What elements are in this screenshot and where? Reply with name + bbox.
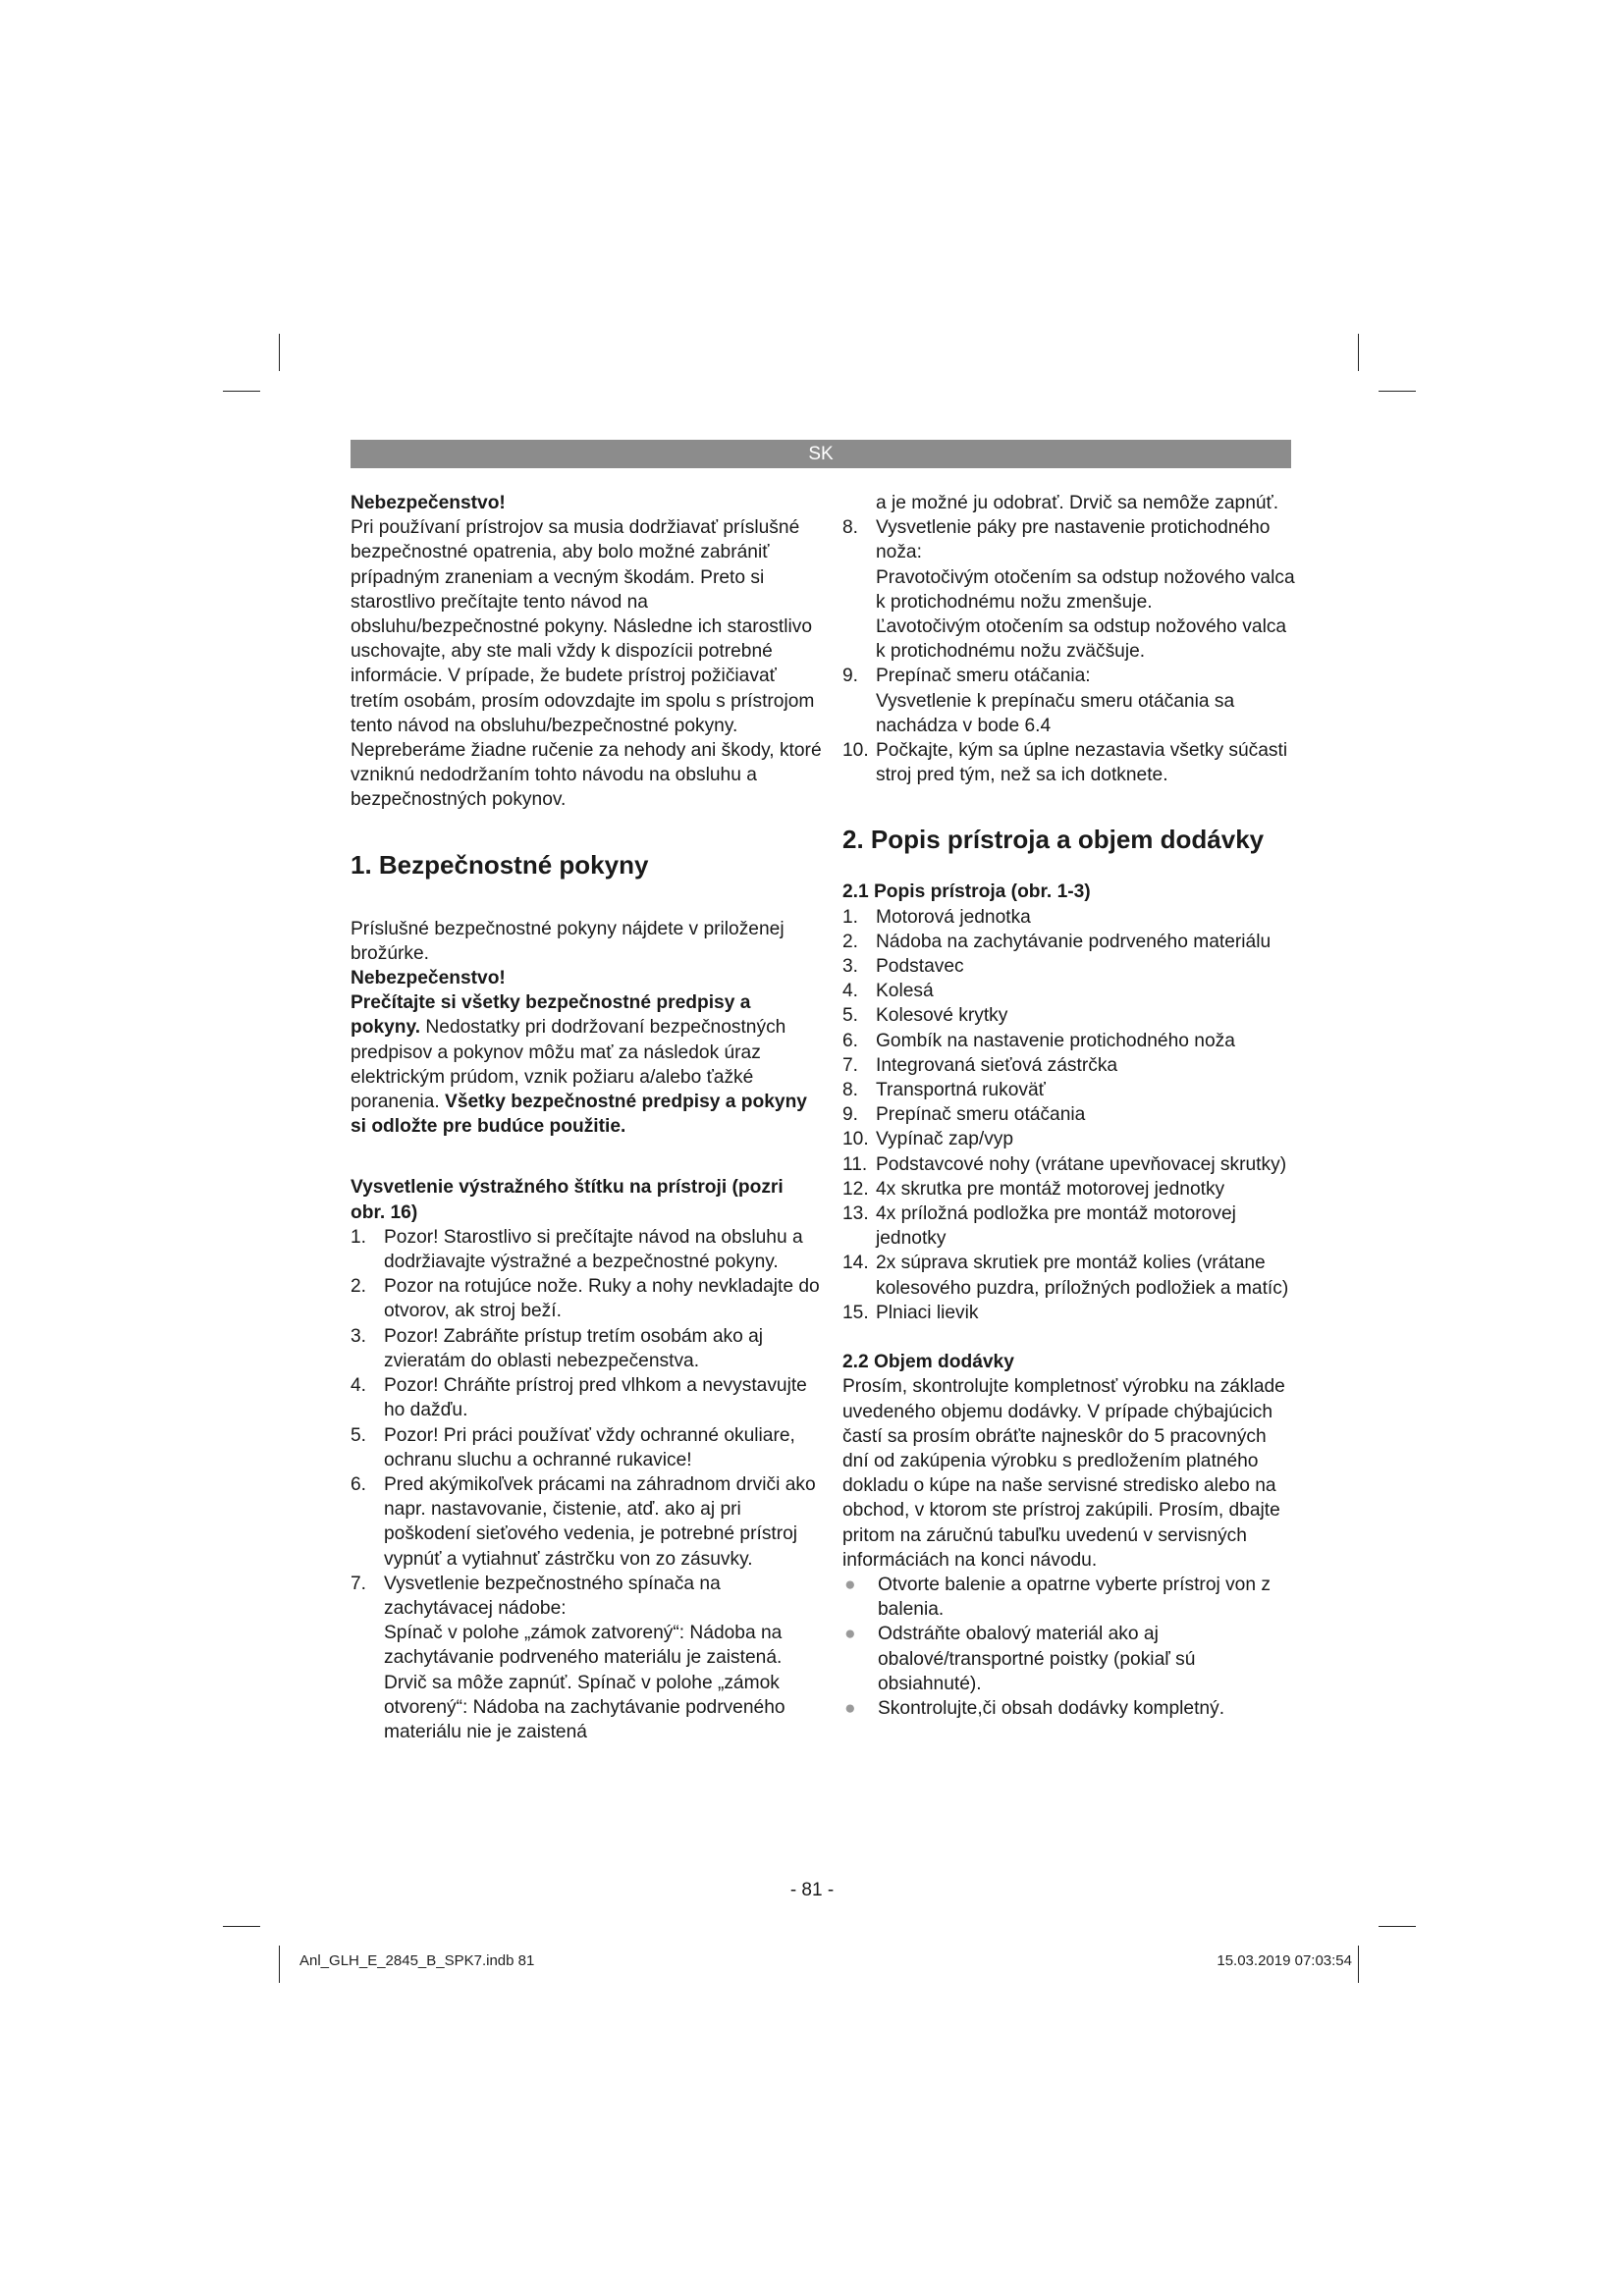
- list-item: 11. Podstavcové nohy (vrátane upevňovacej skrutky): [842, 1153, 1287, 1175]
- section-1-normal: Nedostatky pri dodržovaní bezpečnostných predpisov a pokynov môžu mať za následok úraz elektrickým prúdom, vznik požiaru a/alebo ťažké poranenia.: [351, 1017, 786, 1113]
- section-1-bold-lead: Prečítajte si všetky bezpečnostné predpisy a pokyny.: [351, 992, 751, 1039]
- parts-list: [842, 905, 1296, 1325]
- crop-mark: [279, 334, 280, 371]
- crop-mark: [1358, 1946, 1359, 1983]
- list-item: 9. Prepínač smeru otáčania: Vysvetlenie k prepínaču smeru otáčania sa nachádza v bode 6.4: [842, 666, 1235, 736]
- crop-mark: [223, 1926, 260, 1927]
- list-item: 3. Pozor! Zabráňte prístup tretím osobám ako aj zvieratám do oblasti nebezpečenstva.: [351, 1325, 764, 1371]
- list-item: 4. Pozor! Chráňte prístroj pred vlhkom a nevystavujte ho dažďu.: [351, 1375, 807, 1421]
- list-item: 6. Pred akýmikoľvek prácami na záhradnom drviči ako napr. nastavovanie, čistenie, atď. ako aj pri poškodení sieťového vedenia, je potrebné prístroj vypnúť a vytiahnuť zástrčku von zo zásuvky.: [351, 1473, 816, 1570]
- list-item: 9. Prepínač smeru otáčania: [842, 1104, 1086, 1126]
- subsection-2-1-title: 2.1 Popis prístroja (obr. 1-3): [842, 881, 1091, 903]
- list-item: 6. Gombík na nastavenie protichodného noža: [842, 1030, 1235, 1051]
- bullet-icon: ●: [844, 1624, 856, 1645]
- list-item: 10. Vypínač zap/vyp: [842, 1129, 1014, 1150]
- list-item: 4. Kolesá: [842, 981, 934, 1002]
- list-item: a je možné ju odobrať. Drvič sa nemôže zapnúť.: [876, 493, 1279, 513]
- bullet-icon: ●: [844, 1697, 856, 1719]
- section-1-body: [351, 990, 822, 1139]
- crop-mark: [223, 391, 260, 392]
- list-item: 5. Pozor! Pri práci používať vždy ochranné okuliare, ochranu sluchu a ochranné rukavice!: [351, 1424, 795, 1470]
- subsection-2-2-title: 2.2 Objem dodávky: [842, 1352, 1014, 1373]
- list-item: 1. Pozor! Starostlivo si prečítajte návod na obsluhu a dodržiavajte výstražné a bezpečnostné pokyny.: [351, 1226, 803, 1273]
- label-title: Vysvetlenie výstražného štítku na prístroji (pozri obr. 16): [351, 1177, 784, 1223]
- list-item: 5. Kolesové krytky: [842, 1005, 1008, 1027]
- section-1-warning: Nebezpečenstvo!: [351, 968, 506, 989]
- list-item: ● Otvorte balenie a opatrne vyberte prístroj von z balenia.: [842, 1573, 1296, 1622]
- footer-timestamp: 15.03.2019 07:03:54: [1217, 1952, 1352, 1969]
- list-item: ● Skontrolujte,či obsah dodávky kompletný.: [842, 1696, 1296, 1721]
- section-1-title: 1. Bezpečnostné pokyny: [351, 849, 649, 880]
- subsection-2-2-text: Prosím, skontrolujte kompletnosť výrobku na základe uvedeného objemu dodávky. V prípade chýbajúcich častí sa prosím obráťte najneskôr do 5 pracovných dní od zakúpenia výrobku s predložením platného dokladu o kúpe na naše servisné stredisko alebo na obchod, v ktorom ste prístroj zakúpili. Prosím, dbajte pritom na záručnú tabuľku uvedenú v servisných informáciách na konci návodu.: [842, 1376, 1285, 1571]
- list-item: 10. Počkajte, kým sa úplne nezastavia všetky súčasti stroj pred tým, než sa ich dotknete.: [842, 740, 1288, 786]
- list-item: 7. Integrovaná sieťová zástrčka: [842, 1054, 1118, 1076]
- list-item: 2. Pozor na rotujúce nože. Ruky a nohy nevkladajte do otvorov, ak stroj beží.: [351, 1276, 820, 1322]
- list-item: 12. 4x skrutka pre montáž motorovej jednotky: [842, 1178, 1225, 1200]
- crop-mark: [1379, 1926, 1416, 1927]
- section-1-paragraph: Príslušné bezpečnostné pokyny nájdete v priloženej brožúrke.: [351, 918, 785, 964]
- list-item: 13. 4x príložná podložka pre montáž motorovej jednotky: [842, 1203, 1236, 1250]
- section-2-title: 2. Popis prístroja a objem dodávky: [842, 825, 1265, 855]
- intro-text: Pri používaní prístrojov sa musia dodržiavať príslušné bezpečnostné opatrenia, aby bolo možné zabrániť prípadným zraneniam a vecným škodám. Preto si starostlivo prečítajte tento návod na obsluhu/bezpečnostné pokyny. Následne ich starostlivo uschovajte, aby ste mali vždy k dispozícii potrebné informácie. V prípade, že budete prístroj požičiavať tretím osobám, prosím odovzdajte im spolu s prístrojom tento návod na obsluhu/bezpečnostné pokyny. Nepreberáme žiadne ručenie za nehody ani škody, ktoré vzniknú nedodržaním tohto návodu na obsluhu a bezpečnostných pokynov.: [351, 517, 822, 811]
- list-item: 8. Transportná rukoväť: [842, 1080, 1046, 1101]
- list-item: 8. Vysvetlenie páky pre nastavenie protichodného noža: Pravotočivým otočením sa odstup nožového valca k protichodnému nožu zmenšuje. Ľavotočivým otočením sa odstup nožového valca k protichodnému nožu zväčšuje.: [842, 517, 1295, 663]
- language-bar: [351, 440, 1291, 468]
- crop-mark: [1358, 334, 1359, 371]
- page-number: - 81 -: [789, 1880, 835, 1900]
- list-item: ● Odstráňte obalový materiál ako aj obalové/transportné poistky (pokiaľ sú obsiahnuté).: [842, 1622, 1296, 1696]
- right-column: [842, 491, 1296, 1721]
- crop-mark: [279, 1946, 280, 1983]
- list-item: 7. Vysvetlenie bezpečnostného spínača na zachytávacej nádobe: Spínač v polohe „zámok zatvorený“: Nádoba na zachytávanie podrveného materiálu je zaistená. Drvič sa môže zapnúť. Spínač v polohe „zámok otvorený“: Nádoba na zachytávanie podrveného materiálu nie je zaistená: [351, 1573, 785, 1742]
- bullet-icon: ●: [844, 1574, 856, 1595]
- language-code: SK: [808, 443, 834, 464]
- list-item: 14. 2x súprava skrutiek pre montáž kolies (vrátane kolesového puzdra, príložných podložiek a matíc): [842, 1253, 1289, 1299]
- label-list: [351, 1225, 822, 1744]
- list-item: 15. Plniaci lievik: [842, 1302, 979, 1323]
- left-column: [351, 491, 822, 1744]
- section-1-bold-tail: Všetky bezpečnostné predpisy a pokyny si odložte pre budúce použitie.: [351, 1092, 807, 1138]
- crop-mark: [1379, 391, 1416, 392]
- footer-filename: Anl_GLH_E_2845_B_SPK7.indb 81: [299, 1952, 535, 1969]
- list-item: 2. Nádoba na zachytávanie podrveného materiálu: [842, 931, 1272, 952]
- intro-title: Nebezpečenstvo!: [351, 493, 506, 513]
- bullet-list: [842, 1573, 1296, 1721]
- list-item: 3. Podstavec: [842, 956, 964, 978]
- label-list-continued: [842, 491, 1296, 787]
- list-item: 1. Motorová jednotka: [842, 906, 1031, 928]
